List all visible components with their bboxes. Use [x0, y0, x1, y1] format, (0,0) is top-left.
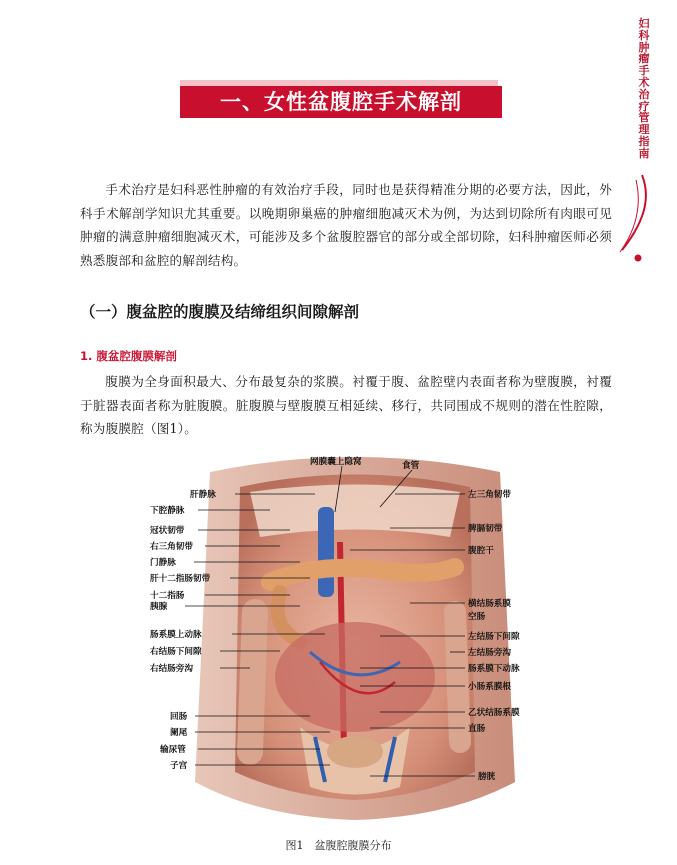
figure-label: 直肠 — [468, 724, 486, 734]
intro-paragraph: 手术治疗是妇科恶性肿瘤的有效治疗手段，同时也是获得精准分期的必要方法，因此，外科手术解剖学知识尤其重要。以晚期卵巢癌的肿瘤细胞减灭术为例，为达到切除所有肉眼可见肿瘤的满意肿瘤细胞减灭术，可能涉及多个盆腹腔器官的部分或全部切除，妇科肿瘤医师必须熟悉腹部和盆腔的解剖结构。 — [80, 182, 612, 268]
figure-caption: 图1 盆腹腔腹膜分布 — [285, 839, 392, 852]
figure-label: 左三角韧带 — [468, 490, 511, 500]
figure-label: 胰腺 — [150, 602, 168, 612]
decorative-swoosh — [612, 170, 652, 265]
body-paragraph: 腹膜为全身面积最大、分布最复杂的浆膜。衬覆于腹、盆腔壁内表面者称为壁腹膜，衬覆于脏器表面者称为脏腹膜。脏腹膜与壁腹膜互相延续、移行，共同围成不规则的潜在性腔隙，称为腹膜腔（图1）。 — [80, 374, 612, 436]
figure-label: 阑尾 — [170, 728, 188, 738]
figure-label: 肝静脉 — [190, 490, 216, 500]
subsection-heading: 1. 腹盆腔腹膜解剖 — [80, 349, 177, 363]
figure-label: 右结肠下间隙 — [150, 647, 202, 657]
figure-label: 膀胱 — [478, 772, 496, 782]
figure-label: 左结肠旁沟 — [468, 648, 511, 658]
figure-label: 子宫 — [170, 761, 188, 771]
anatomy-figure — [150, 452, 560, 822]
figure-label: 肠系膜下动脉 — [468, 664, 520, 674]
figure-label: 十二指肠 — [150, 591, 185, 601]
figure-label: 门静脉 — [150, 558, 176, 568]
chapter-title: 一、女性盆腹腔手术解剖 — [220, 89, 462, 114]
figure-label: 冠状韧带 — [150, 526, 185, 536]
figure-label: 小肠系膜根 — [468, 682, 511, 692]
figure-label: 下腔静脉 — [150, 506, 185, 516]
figure-label: 左结肠下间隙 — [468, 632, 520, 642]
running-head: 妇科肿瘤手术治疗管理指南 — [638, 17, 650, 160]
figure-label: 乙状结肠系膜 — [468, 708, 520, 718]
figure-label: 输尿管 — [160, 745, 186, 755]
section-heading: （一）腹盆腔的腹膜及结缔组织间隙解剖 — [80, 302, 360, 321]
figure-label: 网膜囊上隐窝 — [310, 457, 362, 467]
figure-label: 空肠 — [468, 612, 486, 622]
figure-label: 食管 — [402, 461, 420, 471]
figure-label: 右结肠旁沟 — [150, 664, 193, 674]
figure-label: 横结肠系膜 — [468, 599, 511, 609]
figure-label: 右三角韧带 — [150, 542, 193, 552]
label-leader-lines — [150, 452, 560, 822]
figure-label: 脾膈韧带 — [468, 524, 503, 534]
figure-label: 肝十二指肠韧带 — [150, 574, 211, 584]
figure-label: 腹腔干 — [468, 546, 494, 556]
figure-label: 肠系膜上动脉 — [150, 630, 202, 640]
figure-label: 回肠 — [170, 712, 188, 722]
